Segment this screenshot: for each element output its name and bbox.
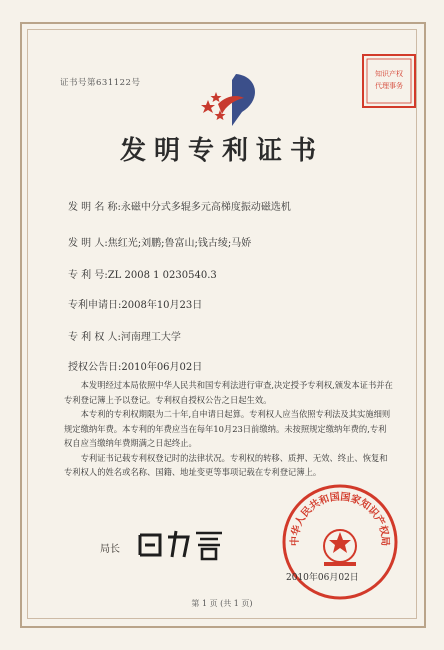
page-number: 第 1 页 (共 1 页) (191, 599, 253, 608)
field-label: 专利申请日: (68, 300, 122, 311)
body-paragraph: 专利证书记载专利权登记时的法律状况。专利权的转移、质押、无效、终止、恢复和专利权人的姓名或名称、国籍、地址变更等事项记载在专利登记簿上。 (64, 452, 388, 477)
seal-text: 中华人民共和国国家知识产权局 (289, 491, 391, 547)
field-value: 焦红光;刘鹏;鲁富山;钱古绫;马娇 (107, 238, 252, 249)
svg-text:知识产权: 知识产权 (375, 70, 403, 78)
field-label: 授权公告日: (68, 362, 122, 373)
official-seal-icon (280, 482, 400, 602)
field-label: 发 明 人: (68, 238, 108, 249)
director-label: 局长 (100, 544, 120, 555)
field-label: 专 利 权 人: (68, 332, 121, 343)
agency-stamp-icon (360, 52, 418, 110)
field-inventors (68, 234, 251, 249)
field-value: 永磁中分式多辊多元高梯度振动磁选机 (120, 202, 291, 213)
field-application-date (68, 296, 202, 311)
body-paragraph: 本专利的专利权期限为二十年,自申请日起算。专利权人应当依照专利法及其实施细则规定缴纳年费。本专利的年费应当在每年10月23日前缴纳。未按照规定缴纳年费的,专利权自应当缴纳年费期满之日起终止。 (64, 409, 391, 448)
director-signature-icon (130, 525, 230, 563)
body-paragraph: 本发明经过本局依照中华人民共和国专利法进行审查,决定授予专利权,颁发本证书并在专利登记簿上予以登记。专利权自授权公告之日起生效。 (64, 380, 393, 405)
field-value: ZL 2008 1 0230540.3 (107, 270, 217, 281)
certificate-title: 发明专利证书 (119, 136, 324, 166)
seal-date: 2010年06月02日 (286, 573, 359, 583)
field-grant-date (68, 358, 202, 373)
field-value: 2008年10月23日 (121, 300, 203, 311)
certificate-body (64, 378, 394, 480)
field-label: 专 利 号: (68, 270, 108, 281)
field-invention-name (68, 198, 291, 213)
field-patent-number (68, 266, 217, 281)
svg-text:代理事务: 代理事务 (375, 82, 403, 90)
field-value: 河南理工大学 (120, 332, 181, 343)
field-label: 发 明 名 称: (68, 202, 121, 213)
field-value: 2010年06月02日 (121, 362, 203, 373)
field-patentee (68, 328, 181, 343)
patent-office-logo-icon (196, 70, 268, 130)
certificate-number: 证书号第631122号 (60, 78, 141, 88)
